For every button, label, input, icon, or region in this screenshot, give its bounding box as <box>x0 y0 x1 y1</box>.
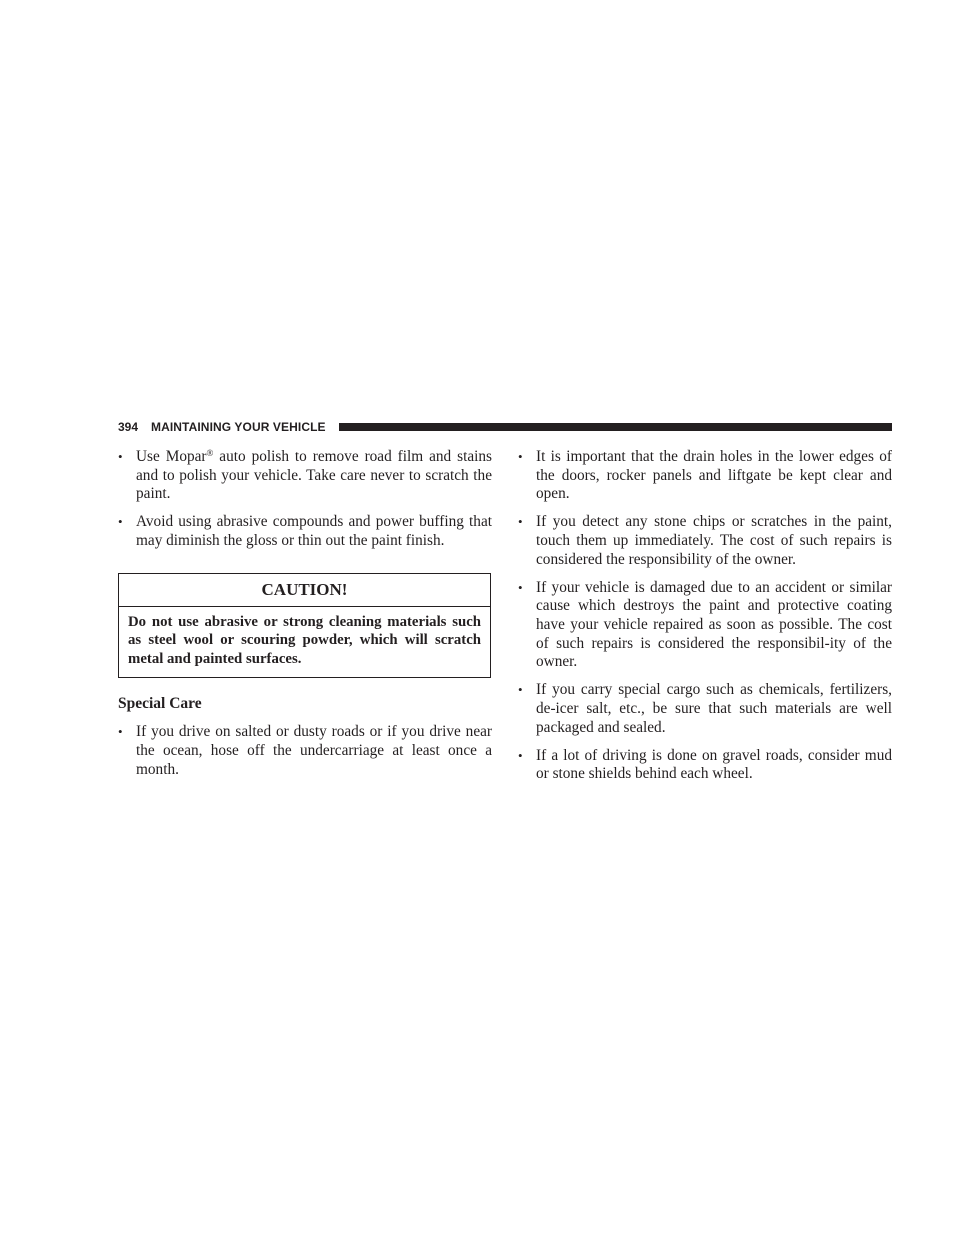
special-care-heading: Special Care <box>118 695 202 713</box>
bullet-icon: • <box>118 449 123 464</box>
registered-mark: ® <box>206 448 214 458</box>
list-item <box>118 513 492 550</box>
list-item-text: If you detect any stone chips or scratches in the paint, touch them up immediately. The cost of such repairs is considered the responsibility of the owner. <box>536 513 892 568</box>
list-item <box>518 448 892 504</box>
list-item-text <box>136 448 492 504</box>
bullet-icon: • <box>118 724 123 740</box>
list-item <box>118 448 492 504</box>
list-item <box>518 681 892 737</box>
list-item-text: Avoid using abrasive compounds and power buffing that may diminish the gloss or thin out the paint finish. <box>136 513 492 549</box>
page-header <box>118 419 892 437</box>
bullet-icon: • <box>518 579 523 595</box>
list-item-text: If you drive on salted or dusty roads or if you drive near the ocean, hose off the undercarriage at least once a month. <box>136 723 492 778</box>
bullet-icon: • <box>518 514 523 530</box>
left-column <box>118 448 492 789</box>
header-rule <box>339 423 892 431</box>
caution-box <box>118 573 491 679</box>
bullet-icon: • <box>118 514 123 530</box>
caution-body: Do not use abrasive or strong cleaning materials such as steel wool or scouring powder, which will scratch metal and painted surfaces. <box>128 613 481 667</box>
caution-title: CAUTION! <box>119 574 490 607</box>
list-item <box>518 747 892 784</box>
list-item-text-start: Use Mopar <box>136 448 207 465</box>
list-item-text: It is important that the drain holes in the lower edges of the doors, rocker panels and liftgate be kept clear and open. <box>536 448 892 503</box>
right-column <box>518 448 892 793</box>
list-item <box>518 513 892 569</box>
section-title: MAINTAINING YOUR VEHICLE <box>151 420 326 434</box>
list-item-text-end: auto polish to remove road film and stains and to polish your vehicle. Take care never to scratch the paint. <box>136 448 492 503</box>
list-item <box>518 579 892 672</box>
bullet-icon: • <box>518 747 523 763</box>
list-item <box>118 723 492 779</box>
bullet-icon: • <box>518 682 523 698</box>
page-number: 394 <box>118 420 139 434</box>
list-item-text: If you carry special cargo such as chemicals, fertilizers, de-icer salt, etc., be sure that such materials are well packaged and sealed. <box>536 681 892 736</box>
list-item-text: If a lot of driving is done on gravel roads, consider mud or stone shields behind each wheel. <box>536 746 892 783</box>
bullet-icon: • <box>518 449 523 464</box>
list-item-text: If your vehicle is damaged due to an accident or similar cause which destroys the paint and protective coating have your vehicle repaired as soon as possible. The cost of such repairs is considered the responsibil-ity of the owner. <box>536 578 892 671</box>
